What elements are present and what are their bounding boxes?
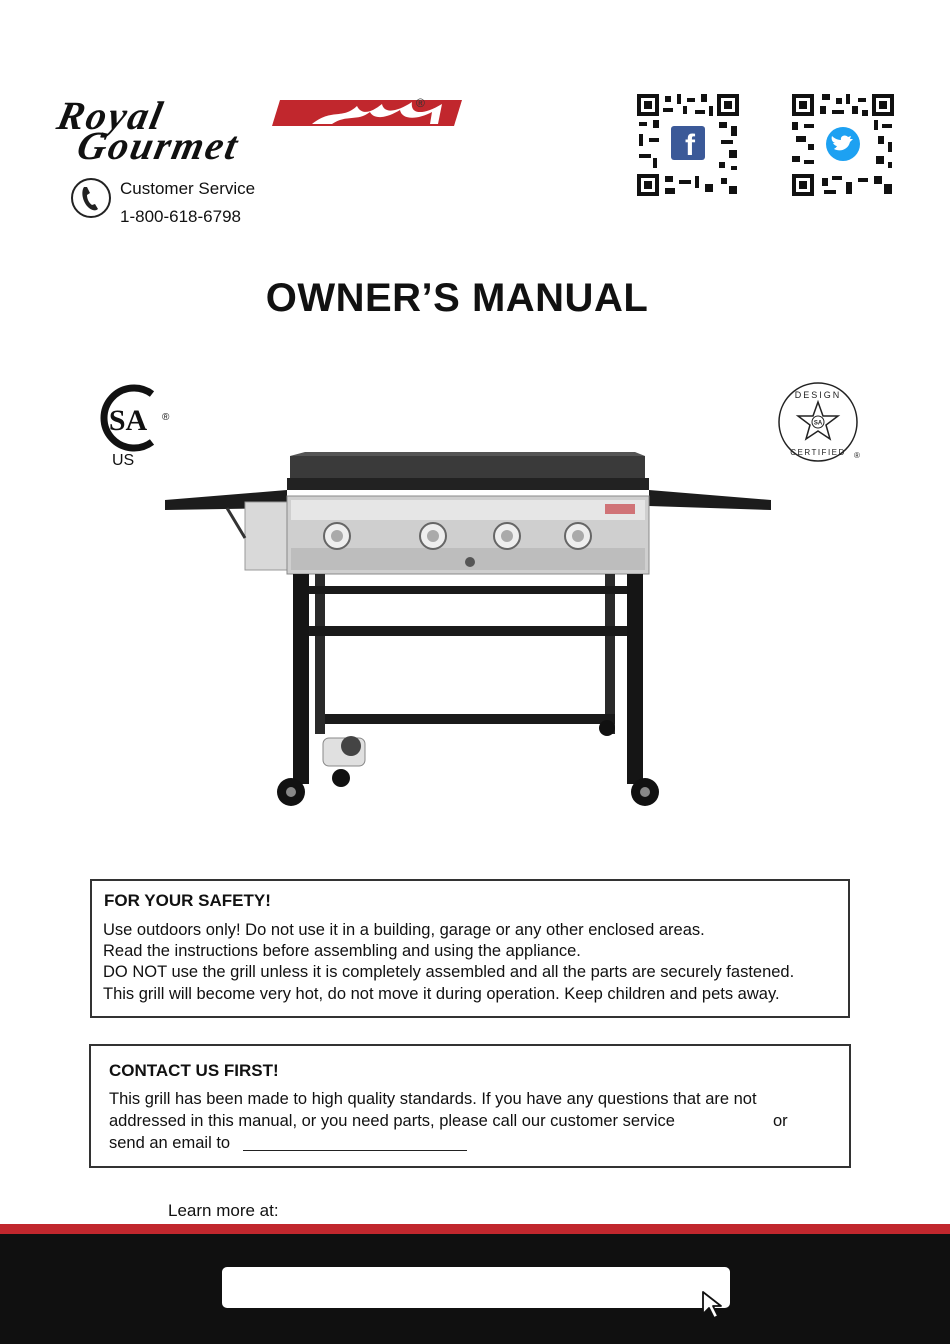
csa-country-label: US bbox=[112, 452, 135, 469]
logo-word-gourmet: Gourmet bbox=[73, 123, 244, 168]
learn-more-label: Learn more at: bbox=[168, 1201, 279, 1220]
contact-notice-box bbox=[89, 1044, 851, 1168]
phone-icon bbox=[70, 177, 112, 219]
brand-logo bbox=[53, 93, 428, 168]
email-blank-line bbox=[243, 1150, 467, 1151]
svg-text:f: f bbox=[685, 129, 695, 162]
contact-line: This grill has been made to high quality standards. If you have any questions that are not bbox=[109, 1090, 757, 1108]
page-title: OWNER’S MANUAL bbox=[265, 276, 649, 320]
csa-certification-icon bbox=[96, 384, 170, 452]
twitter-qr-code[interactable] bbox=[790, 92, 896, 198]
contact-line: addressed in this manual, or you need parts, please call our customer service bbox=[109, 1112, 675, 1130]
safety-notice-box bbox=[90, 879, 850, 1018]
safety-line: This grill will become very hot, do not move it during operation. Keep children and pets away. bbox=[103, 985, 780, 1003]
safety-line: Read the instructions before assembling and using the appliance. bbox=[103, 942, 581, 960]
registered-mark: ® bbox=[416, 96, 425, 110]
footer-accent-stripe bbox=[0, 1224, 950, 1234]
logo-word-royal: Royal bbox=[53, 93, 169, 138]
csa-letters: SA bbox=[108, 404, 148, 437]
customer-service-label: Customer Service bbox=[120, 179, 256, 198]
griddle-product-image bbox=[165, 448, 775, 813]
design-certified-seal-icon bbox=[776, 380, 864, 468]
seal-csa-letters: SA bbox=[813, 420, 823, 427]
safety-line: DO NOT use the grill unless it is completely assembled and all the parts are securely fastened. bbox=[103, 963, 795, 981]
website-url-field[interactable] bbox=[222, 1267, 730, 1308]
safety-title: FOR YOUR SAFETY! bbox=[104, 891, 271, 910]
flame-icon bbox=[272, 98, 462, 128]
customer-service-phone[interactable]: 1-800-618-6798 bbox=[120, 207, 241, 226]
contact-line: send an email to bbox=[109, 1134, 231, 1152]
design-registered-mark: ® bbox=[854, 451, 860, 460]
facebook-qr-code[interactable] bbox=[635, 92, 741, 198]
contact-title: CONTACT US FIRST! bbox=[109, 1061, 279, 1080]
csa-registered-mark: ® bbox=[162, 412, 170, 423]
mouse-cursor-icon bbox=[700, 1290, 726, 1320]
contact-or-word: or bbox=[773, 1112, 788, 1130]
design-top-label: DESIGN bbox=[794, 390, 842, 400]
design-bottom-label: CERTIFIED bbox=[790, 448, 846, 457]
safety-line: Use outdoors only! Do not use it in a building, garage or any other enclosed areas. bbox=[103, 921, 705, 939]
